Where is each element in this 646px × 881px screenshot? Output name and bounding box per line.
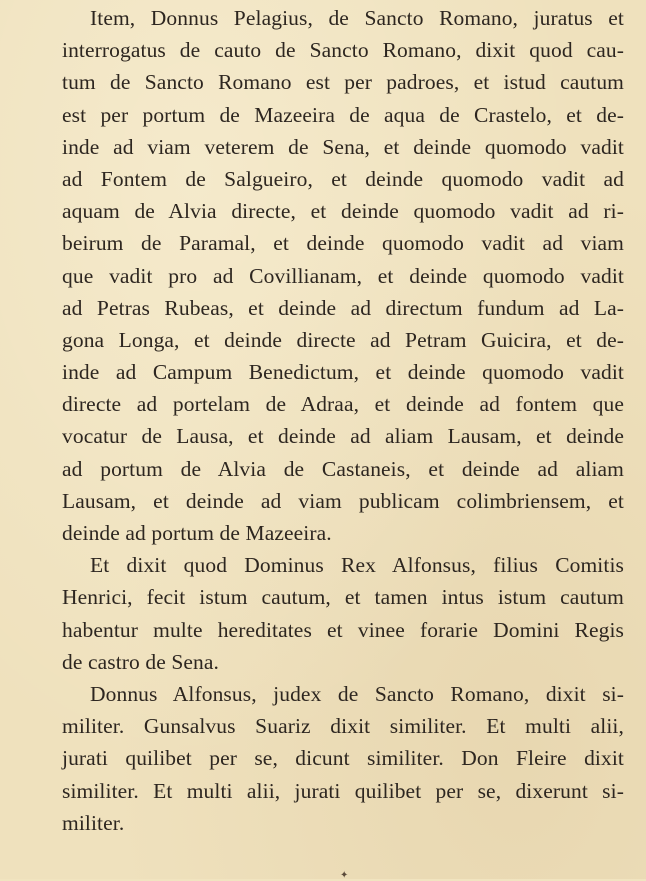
text-line: est per portum de Mazeeira de aqua de Crastelo, et de- — [62, 102, 624, 127]
page-ornament-icon: ✦ — [340, 870, 349, 881]
text-line: interrogatus de cauto de Sancto Romano, dixit quod cau- — [62, 38, 624, 63]
text-line: ad Petras Rubeas, et deinde ad directum fundum ad La- — [62, 295, 624, 320]
paragraph-2 — [62, 549, 624, 678]
text-line: deinde ad portum de Mazeeira. — [62, 521, 332, 545]
text-line: directe ad portelam de Adraa, et deinde ad fontem que — [62, 392, 624, 417]
text-line: inde ad viam veterem de Sena, et deinde quomodo vadit — [62, 134, 624, 159]
text-line: similiter. Et multi alii, jurati quilibet per se, dixerunt si- — [62, 778, 624, 803]
text-line: beirum de Paramal, et deinde quomodo vadit ad viam — [62, 231, 624, 256]
text-line: militer. — [62, 810, 125, 835]
paragraph-1 — [62, 2, 624, 549]
text-line: ad Fontem de Salgueiro, et deinde quomodo vadit ad — [62, 166, 624, 191]
text-line: que vadit pro ad Covillianam, et deinde quomodo vadit — [62, 263, 624, 288]
text-line: Item, Donnus Pelagius, de Sancto Romano, juratus et — [90, 6, 624, 30]
text-line: aquam de Alvia directe, et deinde quomodo vadit ad ri- — [62, 199, 624, 224]
text-line: tum de Sancto Romano est per padroes, et istud cautum — [62, 70, 624, 95]
text-line: vocatur de Lausa, et deinde ad aliam Lausam, et deinde — [62, 424, 624, 449]
text-line: de castro de Sena. — [62, 649, 220, 674]
text-line: Henrici, fecit istum cautum, et tamen intus istum cautum — [62, 585, 624, 610]
paragraph-3 — [62, 678, 624, 839]
text-line: ad portum de Alvia de Castaneis, et deinde ad aliam — [62, 456, 624, 481]
body-text — [62, 2, 624, 839]
text-line: inde ad Campum Benedictum, et deinde quomodo vadit — [62, 360, 624, 385]
text-line: Et dixit quod Dominus Rex Alfonsus, filius Comitis — [90, 553, 624, 578]
text-line: Lausam, et deinde ad viam publicam colimbriensem, et — [62, 488, 624, 513]
text-line: Donnus Alfonsus, judex de Sancto Romano, dixit si- — [90, 681, 624, 706]
text-line: jurati quilibet per se, dicunt similiter. Don Fleire dixit — [62, 746, 624, 771]
text-line: gona Longa, et deinde directe ad Petram Guicira, et de- — [62, 327, 624, 352]
text-line: militer. Gunsalvus Suariz dixit similiter. Et multi alii, — [62, 714, 624, 739]
text-line: habentur multe hereditates et vinee forarie Domini Regis — [62, 617, 624, 642]
